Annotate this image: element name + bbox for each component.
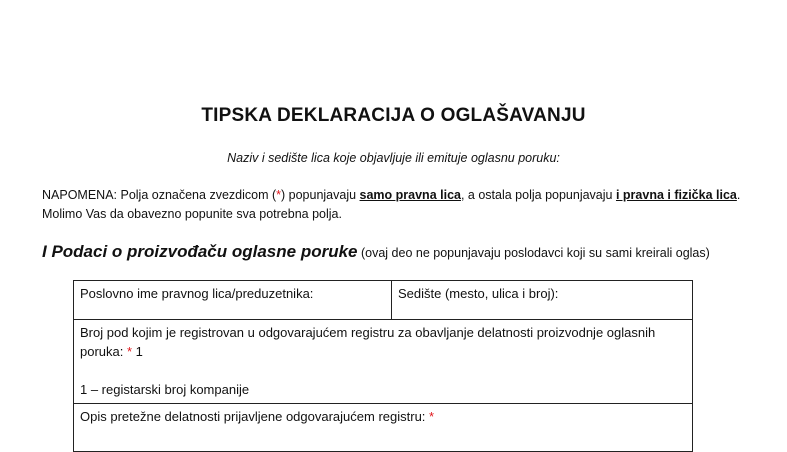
business-name-label: Poslovno ime pravnog lica/preduzetnika:	[80, 286, 314, 301]
document-subtitle: Naziv i sedište lica koje objavljuje ili emituje oglasnu poruku:	[227, 151, 560, 165]
note-mid-1: ) popunjavaju	[281, 188, 360, 202]
note-prefix: NAPOMENA: Polja označena zvezdicom (	[42, 188, 277, 202]
activity-label: Opis pretežne delatnosti prijavljene odgovarajućem registru:	[80, 409, 430, 424]
form-row-name-seat	[74, 281, 693, 320]
section-note: (ovaj deo ne popunjavaju poslodavci koji su sami kreirali oglas)	[357, 246, 710, 260]
section-heading	[42, 242, 782, 262]
registry-footnote: 1 – registarski broj kompanije	[80, 382, 250, 397]
form-row-activity	[74, 404, 693, 452]
business-name-field[interactable]	[74, 281, 392, 320]
note-legal-and-natural-persons: i pravna i fizička lica	[615, 188, 737, 202]
registry-footnote-ref: 1	[132, 344, 143, 359]
activity-required-star: *	[429, 409, 435, 424]
seat-label: Sedište (mesto, ulica i broj):	[398, 286, 559, 301]
seat-field[interactable]	[392, 281, 693, 320]
note-paragraph	[42, 186, 742, 224]
section-title: I Podaci o proizvođaču oglasne poruke	[42, 242, 358, 261]
registry-number-field[interactable]	[74, 320, 693, 404]
required-star: *	[276, 188, 281, 202]
activity-description-field[interactable]	[74, 404, 693, 452]
registry-required-star: *	[126, 344, 133, 359]
note-legal-entities-only: samo pravna lica	[359, 188, 461, 202]
form-row-registry	[74, 320, 693, 404]
spacer	[80, 361, 686, 380]
document-title: TIPSKA DEKLARACIJA O OGLAŠAVANJU	[201, 105, 586, 126]
registry-label: Broj pod kojim je registrovan u odgovarajućem registru za obavljanje delatnosti proizvodnje oglasnih poruka:	[80, 325, 656, 359]
note-suffix: . Molimo Vas da obavezno popunite sva potrebna polja.	[42, 188, 741, 221]
producer-form-table	[73, 280, 693, 452]
note-mid-2: , a ostala polja popunjavaju	[460, 188, 616, 202]
